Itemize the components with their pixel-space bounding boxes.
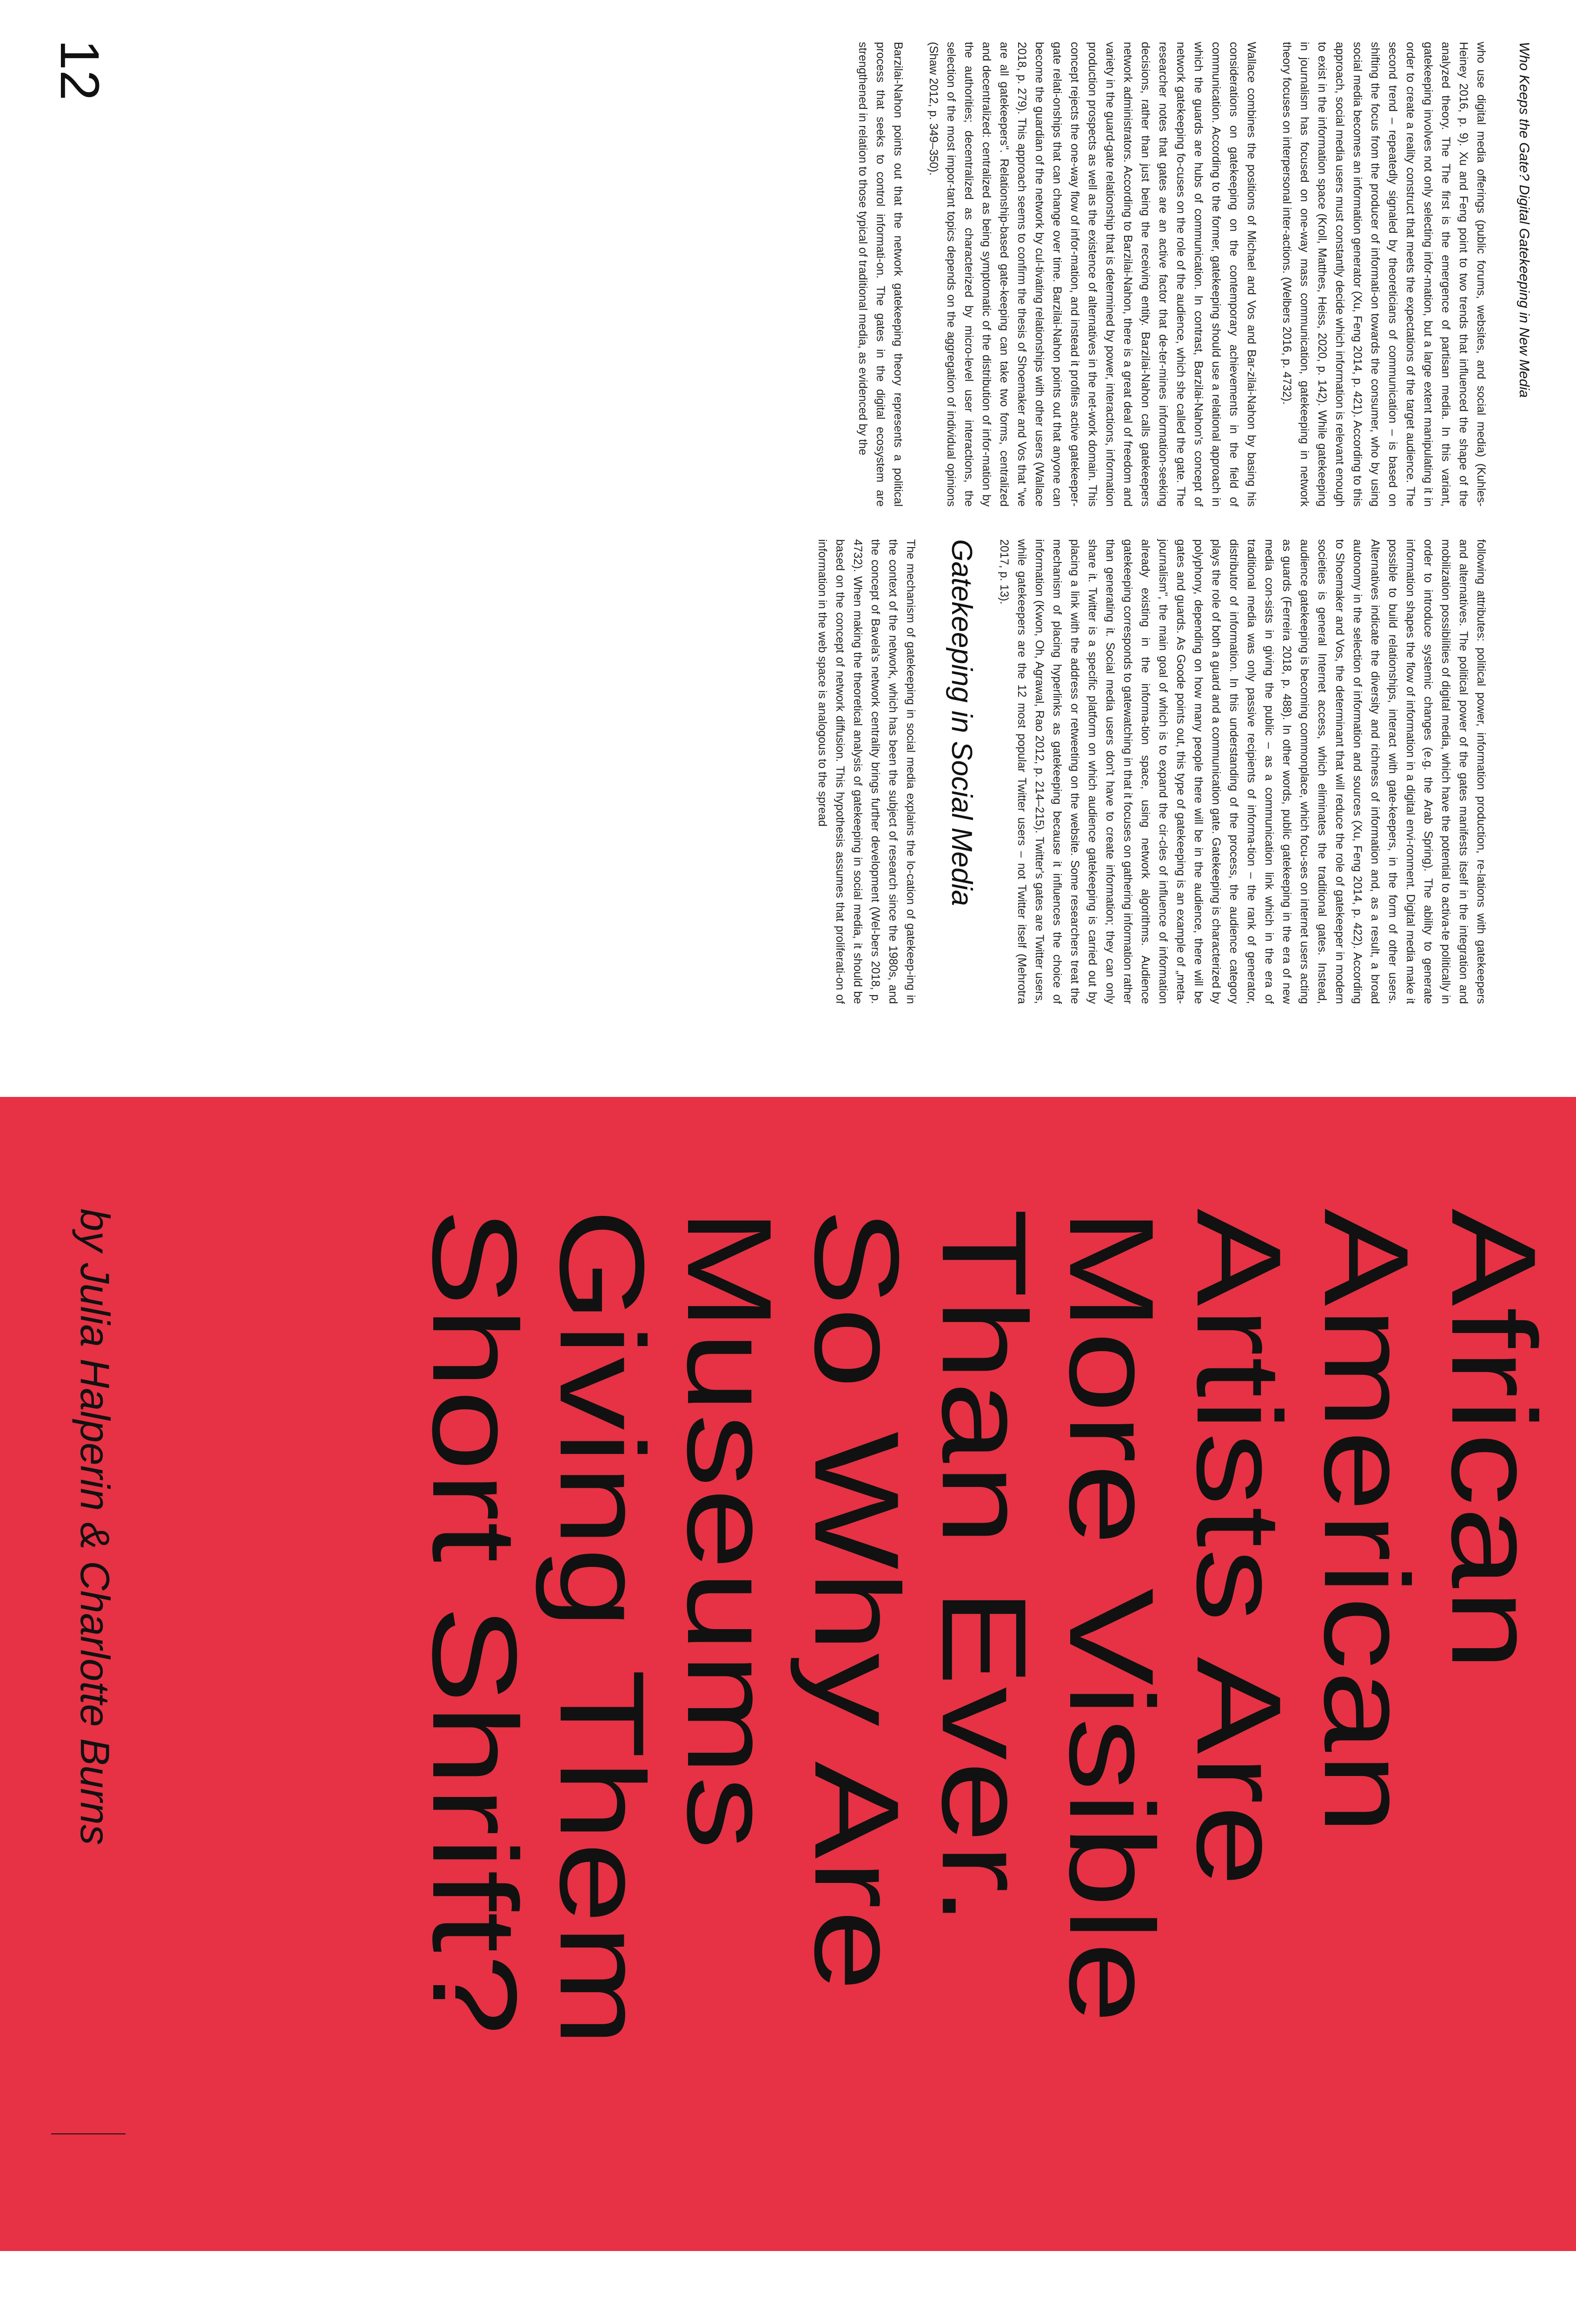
section-subhead: Gatekeeping in Social Media: [946, 539, 978, 906]
paragraph: following attributes: political power, information production, re-lations with gatekeepers and alternatives. The political power of the gates manifests itself in the integration and mobilization possibilities of digital media, which have the potential to activa-te politically in order to introduce systemic changes (e.g. the Arab Spring). The ability to generate information shapes the flow of information in a digital envi-ronment. Digital media make it possible to build relationships, interact with gate-keepers, in the form of other users. Alternatives indicate the diversity and richness of information and, as a result, a broad autonomy in the selection of information and sources (Xu, Feng 2014, p. 422). According to Shoemaker and Vos, the determinant that will reduce the role of gatekeeper in modern societies is general Internet access, which eliminates the traditional gates. Instead, audience gatekeeping is becoming commonplace, which focu-ses on internet users acting as guards (Ferreira 2018, p. 488). In other words, public gatekeeping in the era of new media con-sists in giving the public – as a communication link which in the era of traditional media was only passive recipients of informa-tion – the rank of generator, distributor of information. In this understanding of the process, the audience category plays the role of both a guard and a communication gate. Gatekeeping is characterized by polyphony, depending on how many people there will be in the audience, there will be gates and guards. As Goode points out, this type of gatekeeping is an example of „meta-journalism", the main goal of which is to expand the cir-cles of influence of information already existing in the informa-tion space, using network algorithms. Audience gatekeeping corresponds to gatewatching in that it focuses on gathering information rather than generating it. Social media users don't have to create information; they can only share it. Twitter is a specific platform on which audience gatekeeping is carried out by placing a link with the address or retweeting on the website. Some researchers treat the mechanism of placing hyperlinks as gatekeeping because it influences the choice of information (Kwon, Oh, Agrawal, Rao 2012, p. 214–215). Twitter's gates are Twitter users, while gatekeepers are the 12 most popular Twitter users – not Twitter itself (Mehrotra 2017, p. 13).: [998, 539, 1488, 1004]
page-number: 12: [49, 40, 110, 101]
title-line: Than Ever.: [917, 1208, 1052, 1928]
byline-rule: [51, 2133, 126, 2134]
running-head: Who Keeps the Gate? Digital Gatekeeping in New Media: [1516, 42, 1532, 398]
paragraph: who use digital media offerings (public forums, websites, and social media) (Kuhles-Heiney 2016, p. 9). Xu and Feng point to two trends that influenced the shape of the analyzed theory. The The first is the emergence of partisan media. In this variant, gatekeeping involves not only selecting infor-mation, but a large extent manipulating it in order to create a reality construct that meets the expectations of the target audience. The second trend – repeatedly signaled by theoreticians of communication – is based on shifting the focus from the producer of informati-on towards the consumer, who by using social media becomes an information generator (Xu, Feng 2014, p. 421). According to this approach, social media users must constantly decide which information is relevant enough to exist in the information space (Kroll, Matthes, Heiss, 2020, p. 142). While gatekeeping in journalism has focused on one-way mass communication, gatekeeping in network theory focuses on interpersonal inter-actions. (Welbers 2016, p. 4732).: [1280, 42, 1488, 507]
article-title: [408, 1208, 1561, 2175]
title-page: [0, 1097, 1576, 2251]
title-line: American: [1299, 1208, 1434, 1835]
title-line: So Why Are: [790, 1208, 924, 1993]
title-line: Short Shrift?: [408, 1208, 542, 2037]
text-column-2: [796, 539, 1490, 1004]
text-column-1: [836, 42, 1490, 507]
paragraph: Wallace combines the positions of Michael and Vos and Bar-zilai-Nahon by basing his considerations on gatekeeping on the contemporary achievements in the field of communication. According to the former, gatekeeping should use a relational approach in which the guards are hubs of communication. In contrast, Barzilai-Nahon's concept of network gatekeeping fo-cuses on the role of the audience, which she called the gate. The researcher notes that gates are an active factor that de-ter-mines information-seeking decisions, rather than just being the receiving entity. Barzilai-Nahon calls gatekeepers network administrators. According to Barzilai-Nahon, there is a great deal of freedom and variety in the guard-gate relationship that is determined by power, interactions, information production prospects as well as the existence of alternatives in the net-work domain. This concept rejects the one-way flow of infor-mation, and instead it profiles active gatekeeper-gate relati-onships that can change over time. Barzilai-Nahon points out that anyone can become the guardian of the network by cul-tivating relationships with other users (Wallace 2018, p. 279). This approach seems to confirm the thesis of Shoemaker and Vos that "we are all gatekeepers". Relationship-based gate-keeping can take two forms, centralized and decentralized: centralized as being symptomatic of the distribution of infor-mation by the authorities; decentralized as characterized by micro-level user interactions, the selection of the most impor-tant topics depends on the aggregation of individual opinions (Shaw 2012, p. 349–350).: [927, 42, 1258, 507]
title-line: Giving Them: [535, 1208, 669, 2048]
title-line: African: [1427, 1208, 1561, 1672]
title-line: Artists Are: [1172, 1208, 1306, 1888]
paragraph: The mechanism of gatekeeping in social media explains the lo-cation of gatekeep-ing in the context of the network, which has been the subject of research since the 1980s, and the concept of Bavela's network centrality brings further development (Wel-bers 2018, p. 4732). When making the theoretical analysis of gatekeeping in social media, it should be based on the concept of network diffusion. This hypothesis assumes that proliferati-on of information in the web space is analogous to the spread: [816, 539, 917, 1004]
paragraph: Barzilai-Nahon points out that the network gatekeeping theory represents a political process that seeks to control informati-on. The gates in the digital ecosystem are strengthened in relation to those typical of traditional media, as evidenced by the: [856, 42, 905, 507]
title-line: More Visible: [1045, 1208, 1179, 2025]
byline: by Julia Halperin & Charlotte Burns: [72, 1208, 118, 1845]
article-text-page: [0, 0, 1576, 1097]
title-line: Museums: [662, 1208, 797, 1851]
